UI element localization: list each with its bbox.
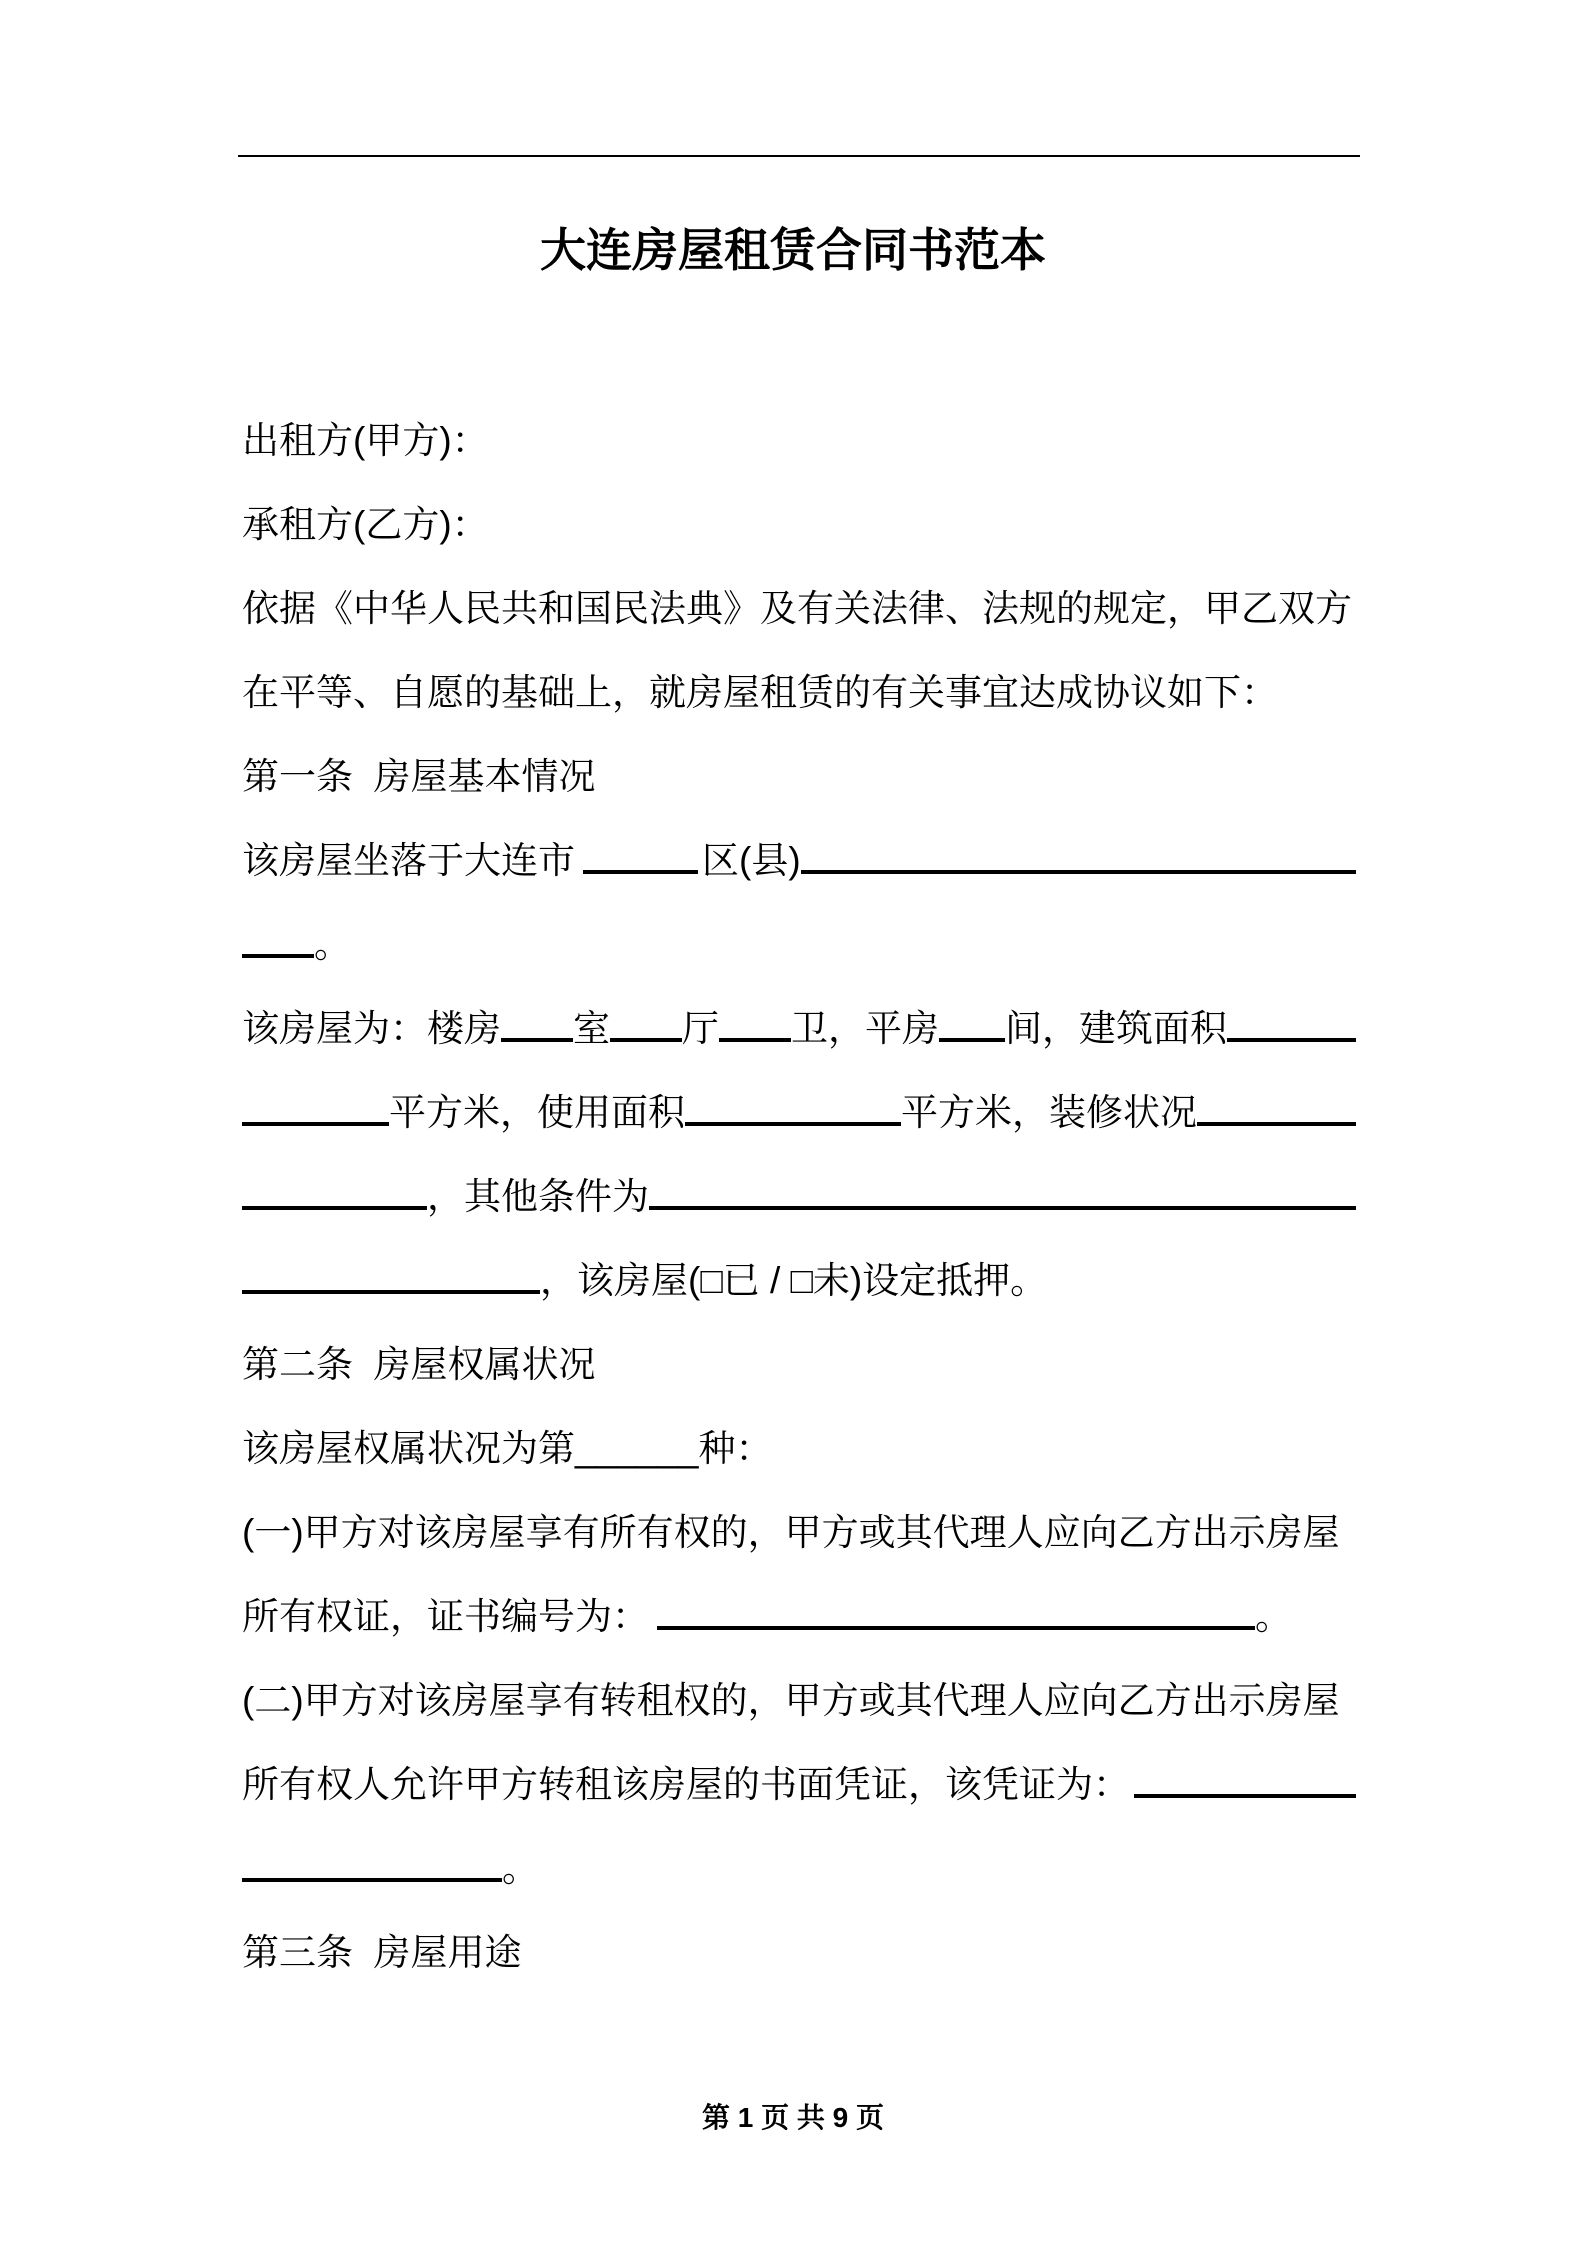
- lessor-line: [242, 395, 1356, 479]
- blank-line: [501, 1038, 573, 1042]
- layout-rooms: 室: [573, 1008, 610, 1049]
- other-conditions-line: [242, 1151, 1356, 1235]
- ownership-status-line: [242, 1403, 1356, 1487]
- area-unit-2: 平方米，装修状况: [901, 1092, 1197, 1133]
- layout-bungalow: 间，建筑面积: [1005, 1008, 1227, 1049]
- blank-line: [1134, 1794, 1356, 1798]
- intro-line: [242, 563, 1356, 647]
- area-unit-1: 平方米，使用面积: [389, 1092, 685, 1133]
- blank-line: [939, 1038, 1005, 1042]
- article1-heading: 第一条 房屋基本情况: [242, 756, 596, 797]
- blank-line: [242, 954, 314, 958]
- article3-heading-line: [242, 1907, 1356, 1991]
- article3-heading: 第三条 房屋用途: [242, 1932, 522, 1973]
- blank-line: [1227, 1038, 1356, 1042]
- clause1-certificate-label: 所有权证，证书编号为：: [242, 1596, 649, 1637]
- other-conditions: ，其他条件为: [427, 1176, 649, 1217]
- blank-line: [1197, 1122, 1356, 1126]
- intro-text: 依据《中华人民共和国民法典》及有关法律、法规的规定，甲乙双方: [242, 588, 1352, 629]
- location-end: 。: [314, 924, 351, 965]
- blank-line: [649, 1206, 1356, 1210]
- lessee-label: 承租方(乙方)：: [242, 504, 489, 545]
- article2-heading: 第二条 房屋权属状况: [242, 1344, 596, 1385]
- clause2-line: [242, 1655, 1356, 1739]
- clause2-line: [242, 1739, 1356, 1823]
- layout-line: [242, 983, 1356, 1067]
- clause1-line: [242, 1571, 1356, 1655]
- article2-heading-line: [242, 1319, 1356, 1403]
- blank-line: [242, 1206, 427, 1210]
- clause1-line: [242, 1487, 1356, 1571]
- lessee-line: [242, 479, 1356, 563]
- mortgage-text: ，该房屋(□已 / □未)设定抵押。: [540, 1260, 1048, 1301]
- clause2-text: (二)甲方对该房屋享有转租权的，甲方或其代理人应向乙方出示房屋: [242, 1680, 1340, 1721]
- layout-prefix: 该房屋为：楼房: [242, 1008, 501, 1049]
- blank-line: [610, 1038, 682, 1042]
- mortgage-line: [242, 1235, 1356, 1319]
- intro-line: [242, 647, 1356, 731]
- article1-heading-line: [242, 731, 1356, 815]
- location-continued-line: [242, 899, 1356, 983]
- page-number-footer: 第 1 页 共 9 页: [701, 2102, 885, 2133]
- clause2-continued-line: [242, 1823, 1356, 1907]
- location-prefix: 该房屋坐落于大连市: [242, 840, 575, 881]
- area-line: [242, 1067, 1356, 1151]
- clause2-voucher-label: 所有权人允许甲方转租该房屋的书面凭证，该凭证为：: [242, 1764, 1130, 1805]
- blank-line: [242, 1878, 502, 1882]
- blank-line: [657, 1626, 1255, 1630]
- header-rule: [238, 155, 1360, 157]
- blank-line: [242, 1122, 389, 1126]
- layout-baths: 卫，平房: [791, 1008, 939, 1049]
- blank-line: [685, 1122, 901, 1126]
- clause2-end: 。: [502, 1848, 539, 1889]
- intro-text: 在平等、自愿的基础上，就房屋租赁的有关事宜达成协议如下：: [242, 672, 1278, 713]
- document-title: 大连房屋租赁合同书范本: [540, 224, 1046, 276]
- clause1-end: 。: [1255, 1596, 1292, 1637]
- document-body: [242, 395, 1356, 1991]
- ownership-status: 该房屋权属状况为第______种：: [242, 1428, 773, 1469]
- clause1-text: (一)甲方对该房屋享有所有权的，甲方或其代理人应向乙方出示房屋: [242, 1512, 1340, 1553]
- lessor-label: 出租方(甲方)：: [242, 420, 489, 461]
- blank-line: [719, 1038, 791, 1042]
- location-line: [242, 815, 1356, 899]
- location-district: 区(县): [702, 840, 801, 881]
- blank-line: [583, 870, 698, 874]
- layout-halls: 厅: [682, 1008, 719, 1049]
- blank-line: [801, 870, 1356, 874]
- blank-line: [242, 1290, 540, 1294]
